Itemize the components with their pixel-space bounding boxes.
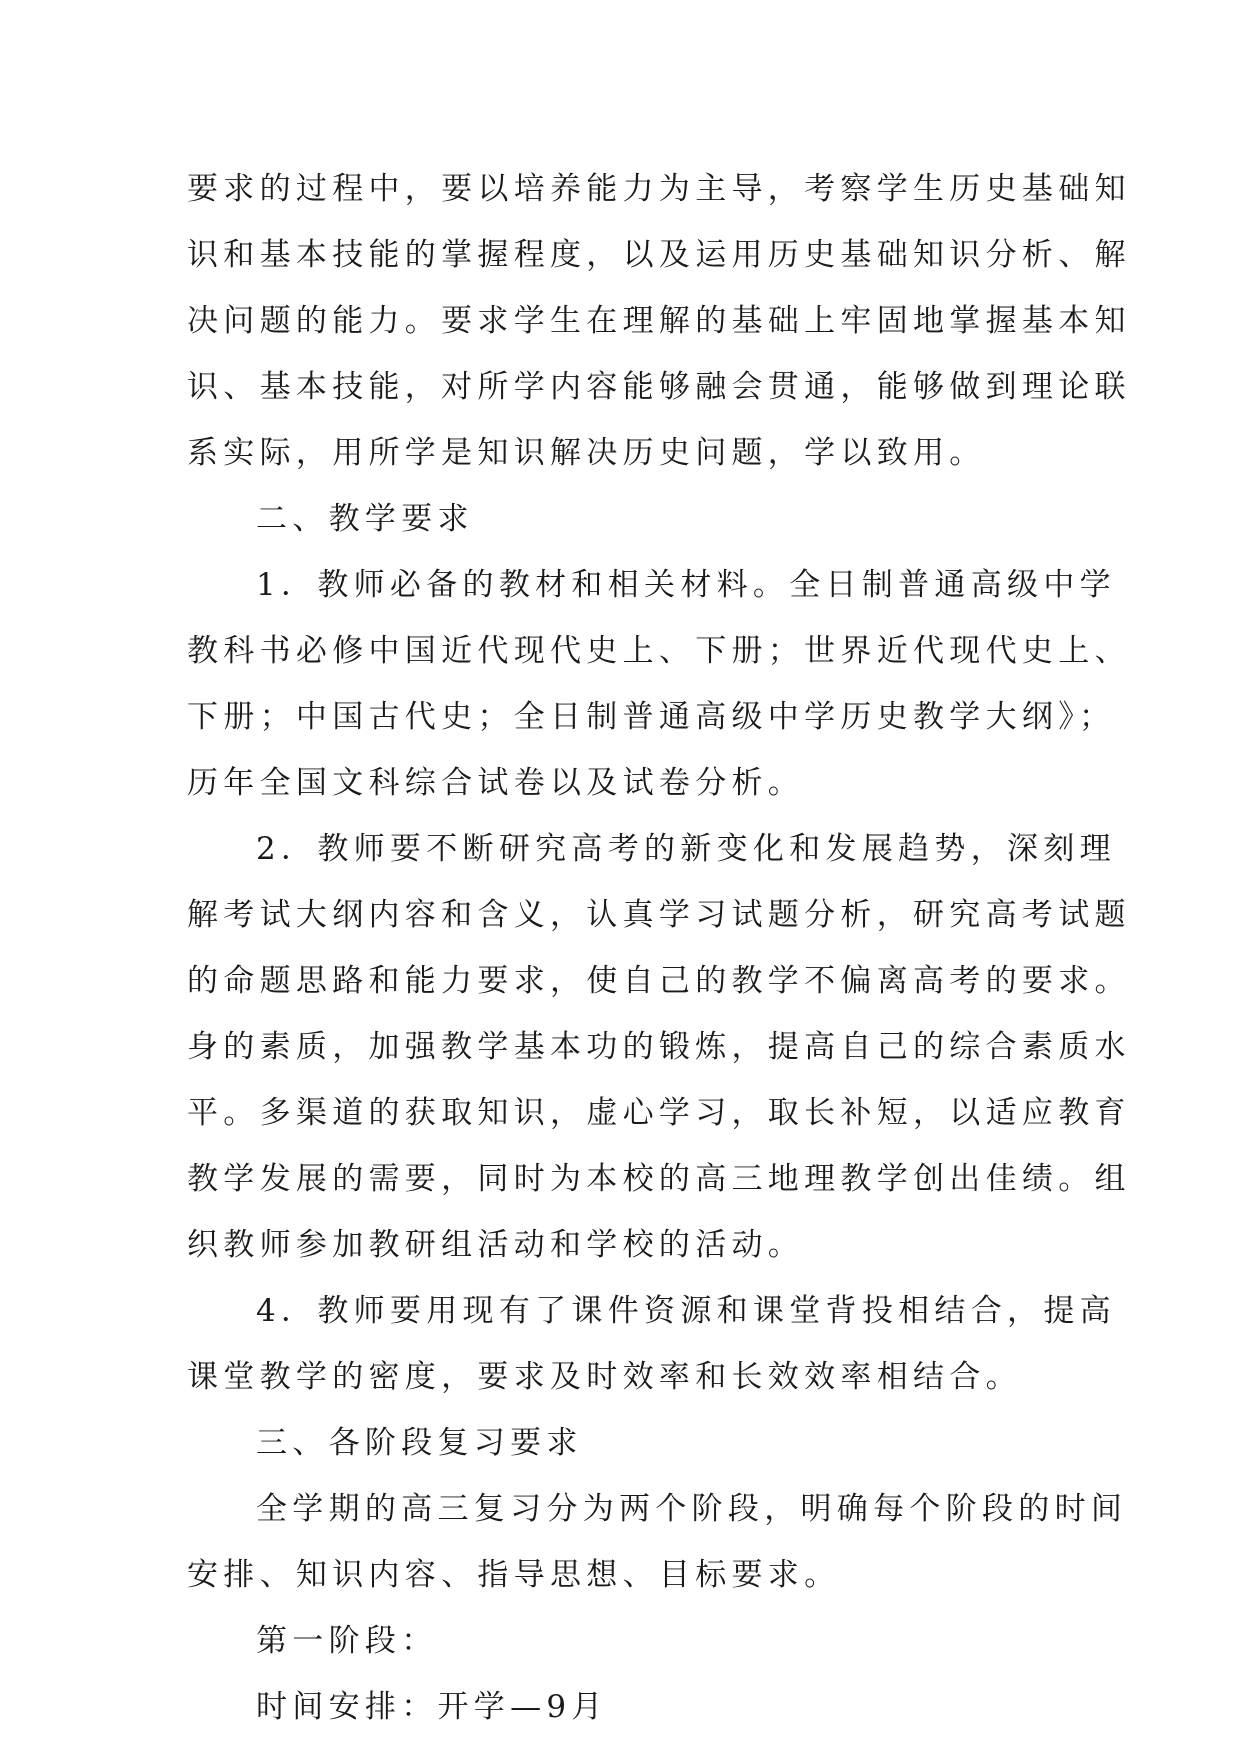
- text-line: 教科书必修中国近代现代史上、下册；世界近代现代史上、: [187, 633, 1131, 669]
- text-line: 教学发展的需要，同时为本校的高三地理教学创出佳绩。组: [187, 1161, 1131, 1197]
- text-line: 系实际，用所学是知识解决历史问题，学以致用。: [187, 435, 986, 471]
- section-heading: 二、教学要求: [256, 501, 474, 537]
- text-line: 4．教师要用现有了课件资源和课堂背投相结合，提高: [256, 1293, 1116, 1329]
- document-body: [187, 156, 1131, 1740]
- text-line: 安排、知识内容、指导思想、目标要求。: [187, 1557, 841, 1593]
- text-line: 的命题思路和能力要求，使自己的教学不偏离高考的要求。: [187, 963, 1131, 999]
- text-line: 时间安排：开学—9月: [256, 1689, 608, 1725]
- text-line: 课堂教学的密度，要求及时效率和长效效率相结合。: [187, 1359, 1022, 1395]
- text-line: 要求的过程中，要以培养能力为主导，考察学生历史基础知: [187, 171, 1131, 207]
- section-heading: 三、各阶段复习要求: [256, 1425, 583, 1461]
- text-line: 平。多渠道的获取知识，虚心学习，取长补短，以适应教育: [187, 1095, 1131, 1131]
- text-line: 识和基本技能的掌握程度，以及运用历史基础知识分析、解: [187, 237, 1131, 273]
- text-line: 第一阶段：: [256, 1623, 438, 1659]
- text-line: 身的素质，加强教学基本功的锻炼，提高自己的综合素质水: [187, 1029, 1131, 1065]
- text-line: 下册；中国古代史；全日制普通高级中学历史教学大纲》；: [187, 699, 1116, 735]
- text-line: 决问题的能力。要求学生在理解的基础上牢固地掌握基本知: [187, 303, 1131, 339]
- text-line: 全学期的高三复习分为两个阶段，明确每个阶段的时间: [256, 1491, 1128, 1527]
- text-line: 织教师参加教研组活动和学校的活动。: [187, 1227, 805, 1263]
- text-line: 解考试大纲内容和含义，认真学习试题分析，研究高考试题: [187, 897, 1131, 933]
- text-line: 2．教师要不断研究高考的新变化和发展趋势，深刻理: [256, 831, 1116, 867]
- text-line: 1．教师必备的教材和相关材料。全日制普通高级中学: [256, 567, 1116, 603]
- text-line: 历年全国文科综合试卷以及试卷分析。: [187, 765, 805, 801]
- text-line: 识、基本技能，对所学内容能够融会贯通，能够做到理论联: [187, 369, 1131, 405]
